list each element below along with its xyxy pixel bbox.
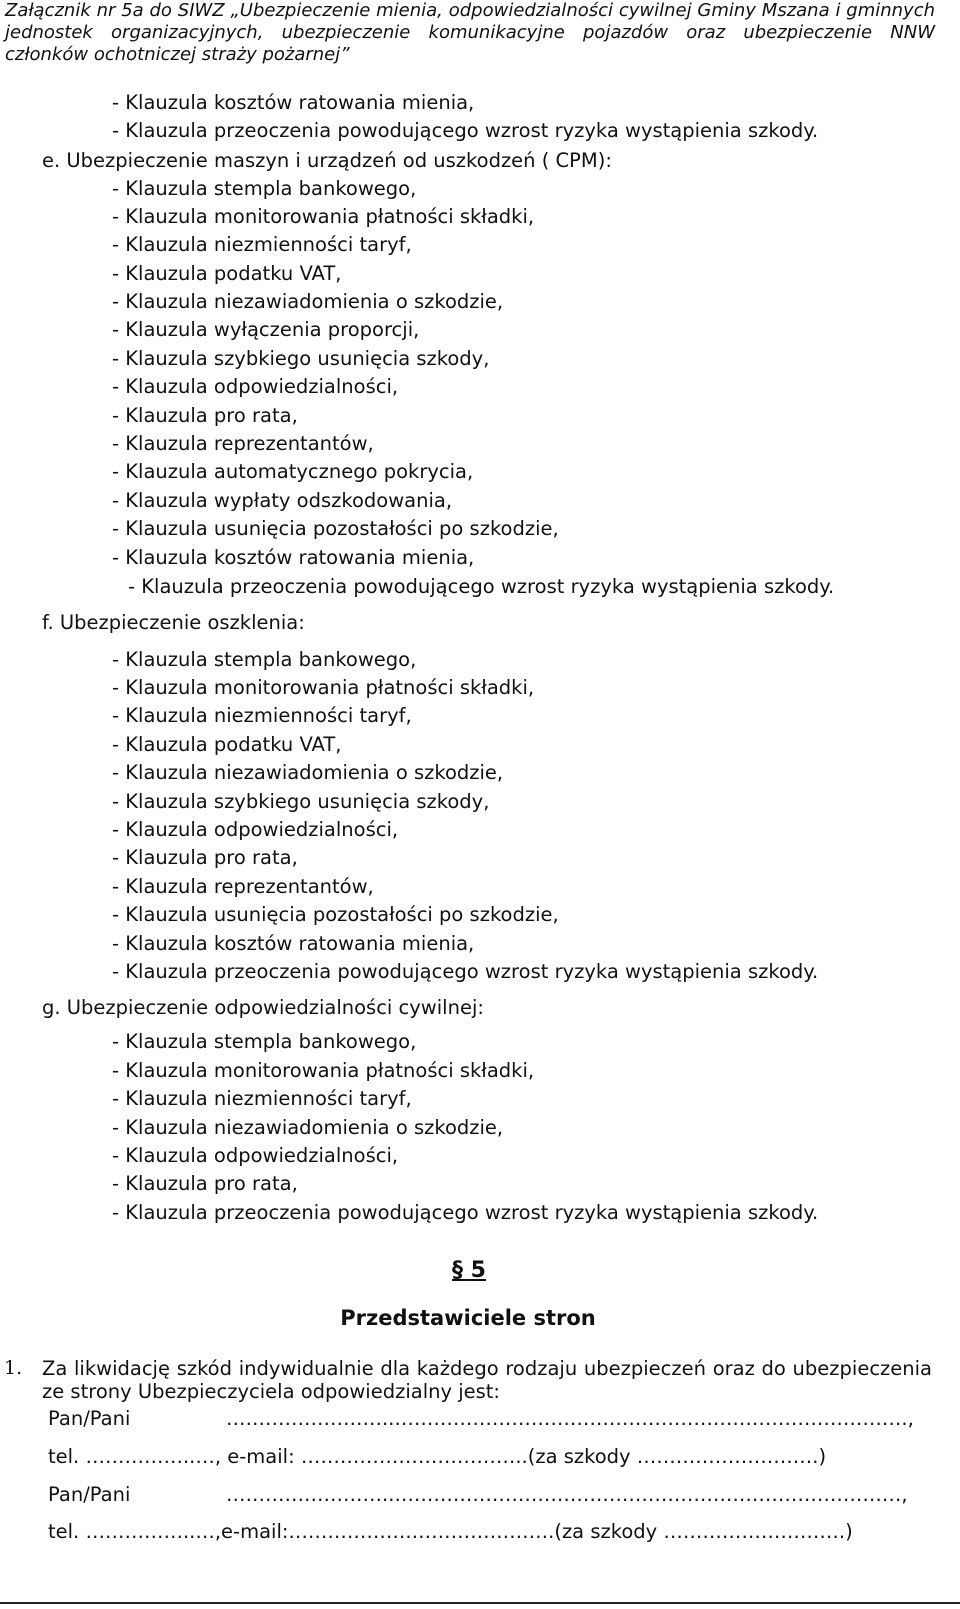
clause-line: - Klauzula usunięcia pozostałości po szkodzie,: [112, 517, 559, 540]
clause-line: - Klauzula monitorowania płatności składki,: [112, 205, 535, 228]
contact2-label: Pan/Pani: [48, 1483, 131, 1506]
clause-line: - Klauzula stempla bankowego,: [112, 177, 417, 200]
clause-line: - Klauzula szybkiego usunięcia szkody,: [112, 790, 490, 813]
clause-line: - Klauzula monitorowania płatności składki,: [112, 1059, 535, 1082]
contact2-details: tel. ……………..…,e-mail:……………….………………….(za szkody ……………………….): [48, 1520, 853, 1543]
clause-line: - Klauzula przeoczenia powodującego wzrost ryzyka wystąpienia szkody.: [112, 119, 819, 142]
clause-line: - Klauzula szybkiego usunięcia szkody,: [112, 347, 490, 370]
paragraph-number: 5: [470, 1258, 486, 1283]
clause-line: - Klauzula usunięcia pozostałości po szkodzie,: [112, 903, 559, 926]
clause-line: - Klauzula wypłaty odszkodowania,: [112, 489, 453, 512]
section-heading-f: f. Ubezpieczenie oszklenia:: [42, 611, 305, 634]
clause-line: - Klauzula niezawiadomienia o szkodzie,: [112, 290, 504, 313]
clause-line: - Klauzula wyłączenia proporcji,: [112, 318, 420, 341]
clause-line: - Klauzula podatku VAT,: [112, 262, 342, 285]
contact1-details: tel. ……………..…, e-mail: ……………………………..(za szkody ……………………….): [48, 1445, 827, 1468]
clause-line: - Klauzula automatycznego pokrycia,: [112, 460, 474, 483]
clause-line: - Klauzula przeoczenia powodującego wzrost ryzyka wystąpienia szkody.: [112, 1201, 819, 1224]
clause-line: - Klauzula monitorowania płatności składki,: [112, 676, 535, 699]
contact1-name-field: ……………………..…………………………………………………………………….,: [226, 1407, 914, 1430]
item-text: Za likwidację szkód indywidualnie dla każdego rodzaju ubezpieczeń oraz do ubezpieczenia ze strony Ubezpieczyciela odpowiedzialny jest:: [42, 1357, 932, 1403]
clause-line: - Klauzula niezawiadomienia o szkodzie,: [112, 1116, 504, 1139]
document-header: Załącznik nr 5a do SIWZ „Ubezpieczenie mienia, odpowiedzialności cywilnej Gminy Mszana i gminnych jednostek organizacyjnych, ubezpieczenie komunikacyjne pojazdów oraz ubezpieczenie NNW członków ochotniczej straży pożarnej”: [5, 0, 935, 65]
paragraph-mark: § 5: [452, 1258, 486, 1283]
clause-line: - Klauzula reprezentantów,: [112, 432, 374, 455]
section-heading-e: e. Ubezpieczenie maszyn i urządzeń od uszkodzeń ( CPM):: [42, 149, 612, 172]
clause-line: - Klauzula niezawiadomienia o szkodzie,: [112, 761, 504, 784]
clause-line: - Klauzula niezmienności taryf,: [112, 704, 412, 727]
clause-line: - Klauzula kosztów ratowania mienia,: [112, 932, 475, 955]
clause-line: - Klauzula niezmienności taryf,: [112, 233, 412, 256]
clause-line: - Klauzula pro rata,: [112, 1172, 298, 1195]
clause-line: - Klauzula odpowiedzialności,: [112, 1144, 399, 1167]
section-heading-g: g. Ubezpieczenie odpowiedzialności cywilnej:: [42, 996, 484, 1019]
clause-line: - Klauzula kosztów ratowania mienia,: [112, 91, 475, 114]
clause-line: - Klauzula przeoczenia powodującego wzrost ryzyka wystąpienia szkody.: [112, 960, 819, 983]
clause-line: - Klauzula kosztów ratowania mienia,: [112, 546, 475, 569]
clause-line: - Klauzula przeoczenia powodującego wzrost ryzyka wystąpienia szkody.: [128, 575, 835, 598]
clause-line: - Klauzula pro rata,: [112, 404, 298, 427]
clause-line: - Klauzula pro rata,: [112, 846, 298, 869]
contact2-name-field: ……………………..……………………………………………………………………,: [226, 1483, 908, 1506]
clause-line: - Klauzula odpowiedzialności,: [112, 818, 399, 841]
clause-line: - Klauzula reprezentantów,: [112, 875, 374, 898]
contact1-label: Pan/Pani: [48, 1407, 131, 1430]
clause-line: - Klauzula odpowiedzialności,: [112, 375, 399, 398]
clause-line: - Klauzula stempla bankowego,: [112, 1030, 417, 1053]
clause-line: - Klauzula podatku VAT,: [112, 733, 342, 756]
item-number: 1.: [4, 1357, 23, 1379]
page-bottom-rule: [0, 1602, 960, 1604]
clause-line: - Klauzula stempla bankowego,: [112, 648, 417, 671]
section-title: Przedstawiciele stron: [340, 1306, 596, 1330]
clause-line: - Klauzula niezmienności taryf,: [112, 1087, 412, 1110]
